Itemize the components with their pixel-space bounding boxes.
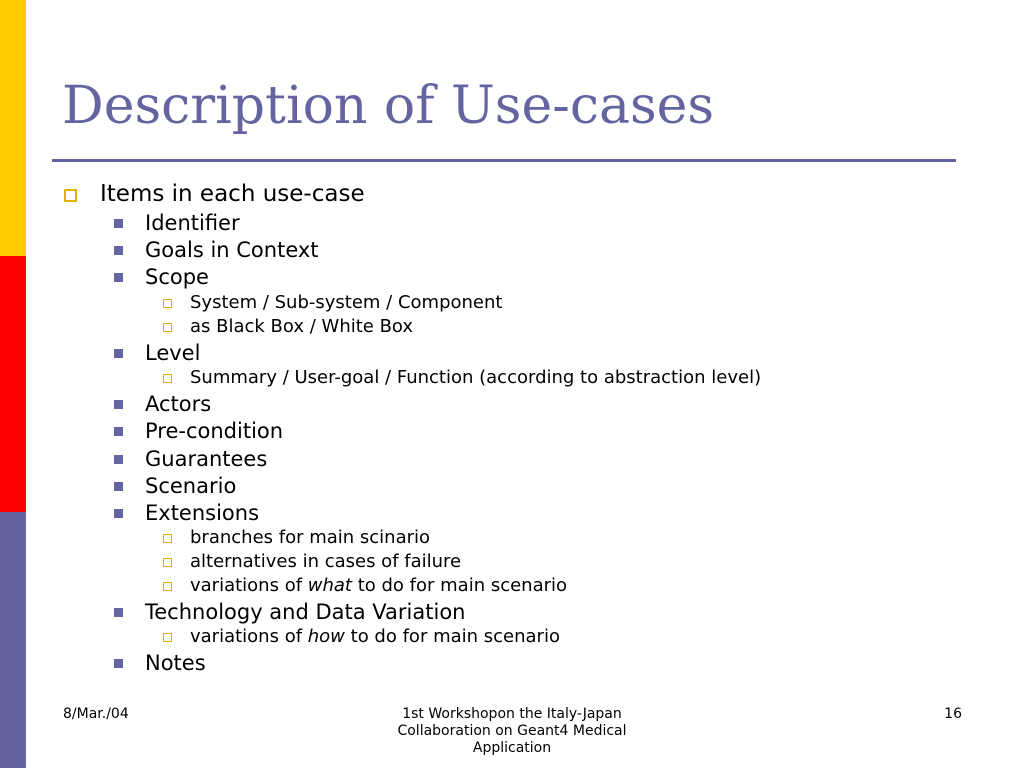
filled-square-bullet-icon — [114, 400, 123, 409]
footer-event-title — [362, 706, 662, 757]
bullet-tech-variations-how — [190, 628, 560, 646]
text-run: to do for main scenario — [351, 575, 568, 596]
bullet-scope: Scope — [145, 265, 209, 289]
slide-title: Description of Use-cases — [62, 76, 715, 136]
bullet-level-summary: Summary / User-goal / Function (according to abstraction level) — [190, 367, 762, 388]
title-underline — [52, 159, 956, 162]
bullet-notes: Notes — [145, 651, 206, 675]
filled-square-bullet-icon — [114, 482, 123, 491]
sidebar-stripe — [0, 0, 26, 768]
text-run: variations of — [190, 626, 308, 647]
filled-square-bullet-icon — [114, 509, 123, 518]
emphasis-how: how — [307, 626, 345, 647]
sidebar-red-block — [0, 256, 26, 512]
hollow-square-bullet-icon — [163, 558, 172, 567]
bullet-scope-system: System / Sub-system / Component — [190, 292, 503, 313]
bullet-scope-box: as Black Box / White Box — [190, 316, 414, 337]
footer-line: 1st Workshopon the Italy-Japan — [402, 706, 622, 722]
bullet-ext-alternatives: alternatives in cases of failure — [190, 551, 462, 572]
hollow-square-bullet-icon — [163, 582, 172, 591]
bullet-ext-variations-what — [190, 577, 567, 595]
sidebar-yellow-block — [0, 0, 26, 256]
bullet-extensions: Extensions — [145, 501, 260, 525]
bullet-items-in-each-use-case: Items in each use-case — [100, 181, 365, 207]
sidebar-purple-block — [0, 512, 26, 768]
bullet-ext-branches: branches for main scinario — [190, 527, 431, 548]
bullet-guarantees: Guarantees — [145, 447, 268, 471]
hollow-square-bullet-icon — [64, 189, 77, 202]
hollow-square-bullet-icon — [163, 374, 172, 383]
filled-square-bullet-icon — [114, 455, 123, 464]
bullet-technology-data-variation: Technology and Data Variation — [145, 600, 466, 624]
emphasis-what: what — [307, 575, 352, 596]
footer-line: Application — [472, 740, 552, 756]
bullet-scenario: Scenario — [145, 474, 237, 498]
filled-square-bullet-icon — [114, 219, 123, 228]
filled-square-bullet-icon — [114, 273, 123, 282]
bullet-actors: Actors — [145, 392, 212, 416]
page-number: 16 — [944, 706, 962, 722]
filled-square-bullet-icon — [114, 608, 123, 617]
hollow-square-bullet-icon — [163, 534, 172, 543]
hollow-square-bullet-icon — [163, 633, 172, 642]
filled-square-bullet-icon — [114, 427, 123, 436]
text-run: variations of — [190, 575, 308, 596]
footer-line: Collaboration on Geant4 Medical — [397, 723, 627, 739]
bullet-goals-in-context: Goals in Context — [145, 238, 319, 262]
filled-square-bullet-icon — [114, 246, 123, 255]
bullet-level: Level — [145, 341, 201, 365]
text-run: to do for main scenario — [344, 626, 560, 647]
bullet-identifier: Identifier — [145, 211, 240, 235]
hollow-square-bullet-icon — [163, 299, 172, 308]
filled-square-bullet-icon — [114, 349, 123, 358]
hollow-square-bullet-icon — [163, 323, 172, 332]
bullet-pre-condition: Pre-condition — [145, 419, 284, 443]
footer-date: 8/Mar./04 — [63, 706, 129, 722]
filled-square-bullet-icon — [114, 659, 123, 668]
